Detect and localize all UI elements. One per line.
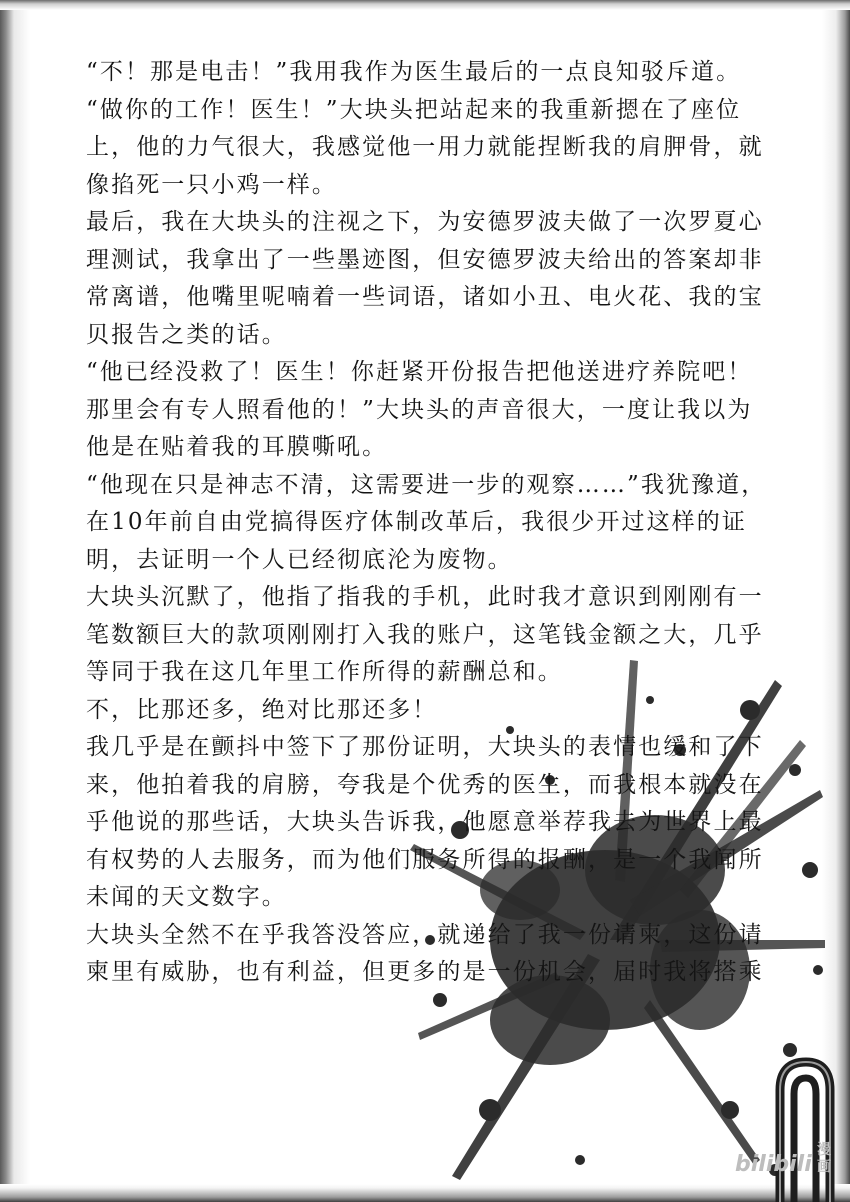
page-edge-shadow-left: [0, 0, 34, 1202]
paragraph: “他已经没救了！医生！你赶紧开份报告把他送进疗养院吧！那里会有专人照看他的！”大块头的声音很大，一度让我以为他是在贴着我的耳膜嘶吼。: [86, 359, 753, 460]
paragraph: 不，比那还多，绝对比那还多！: [86, 696, 438, 723]
bilibili-watermark: [735, 1140, 845, 1190]
page-edge-shadow-top: [0, 0, 850, 10]
watermark-logo-text: bilibili: [735, 1152, 812, 1177]
paragraph: “做你的工作！医生！”大块头把站起来的我重新摁在了座位上，他的力气很大，我感觉他一用力就能捏断我的肩胛骨，就像掐死一只小鸡一样。: [86, 96, 764, 198]
watermark-cjk-label: 漫画: [817, 1142, 831, 1175]
paragraph: 我几乎是在颤抖中签下了那份证明，大块头的表情也缓和了下来，他拍着我的肩膀，夸我是个优秀的医生，而我根本就没在乎他说的那些话，大块头告诉我，他愿意举荐我去为世界上最有权势的人去服务，而为他们服务所得的报酬，是一个我闻所未闻的天文数字。: [86, 734, 764, 910]
document-body: [86, 54, 776, 992]
paragraph: “不！那是电击！”我用我作为医生最后的一点良知驳斥道。: [86, 59, 742, 85]
paragraph: 最后，我在大块头的注视之下，为安德罗波夫做了一次罗夏心理测试，我拿出了一些墨迹图，但安德罗波夫给出的答案却非常离谱，他嘴里呢喃着一些词语，诸如小丑、电火花、我的宝贝报告之类的话。: [86, 209, 764, 348]
paragraph: “他现在只是神志不清，这需要进一步的观察……”我犹豫道，在10年前自由党搞得医疗体制改革后，我很少开过这样的证明，去证明一个人已经彻底沦为废物。: [86, 471, 767, 573]
paragraph: 大块头全然不在乎我答没答应，就递给了我一份请柬，这份请柬里有威胁，也有利益，但更多的是一份机会，届时我将搭乘: [86, 921, 764, 985]
paragraph: 大块头沉默了，他指了指我的手机，此时我才意识到刚刚有一笔数额巨大的款项刚刚打入我的账户，这笔钱金额之大，几乎等同于我在这几年里工作所得的薪酬总和。: [86, 584, 764, 685]
